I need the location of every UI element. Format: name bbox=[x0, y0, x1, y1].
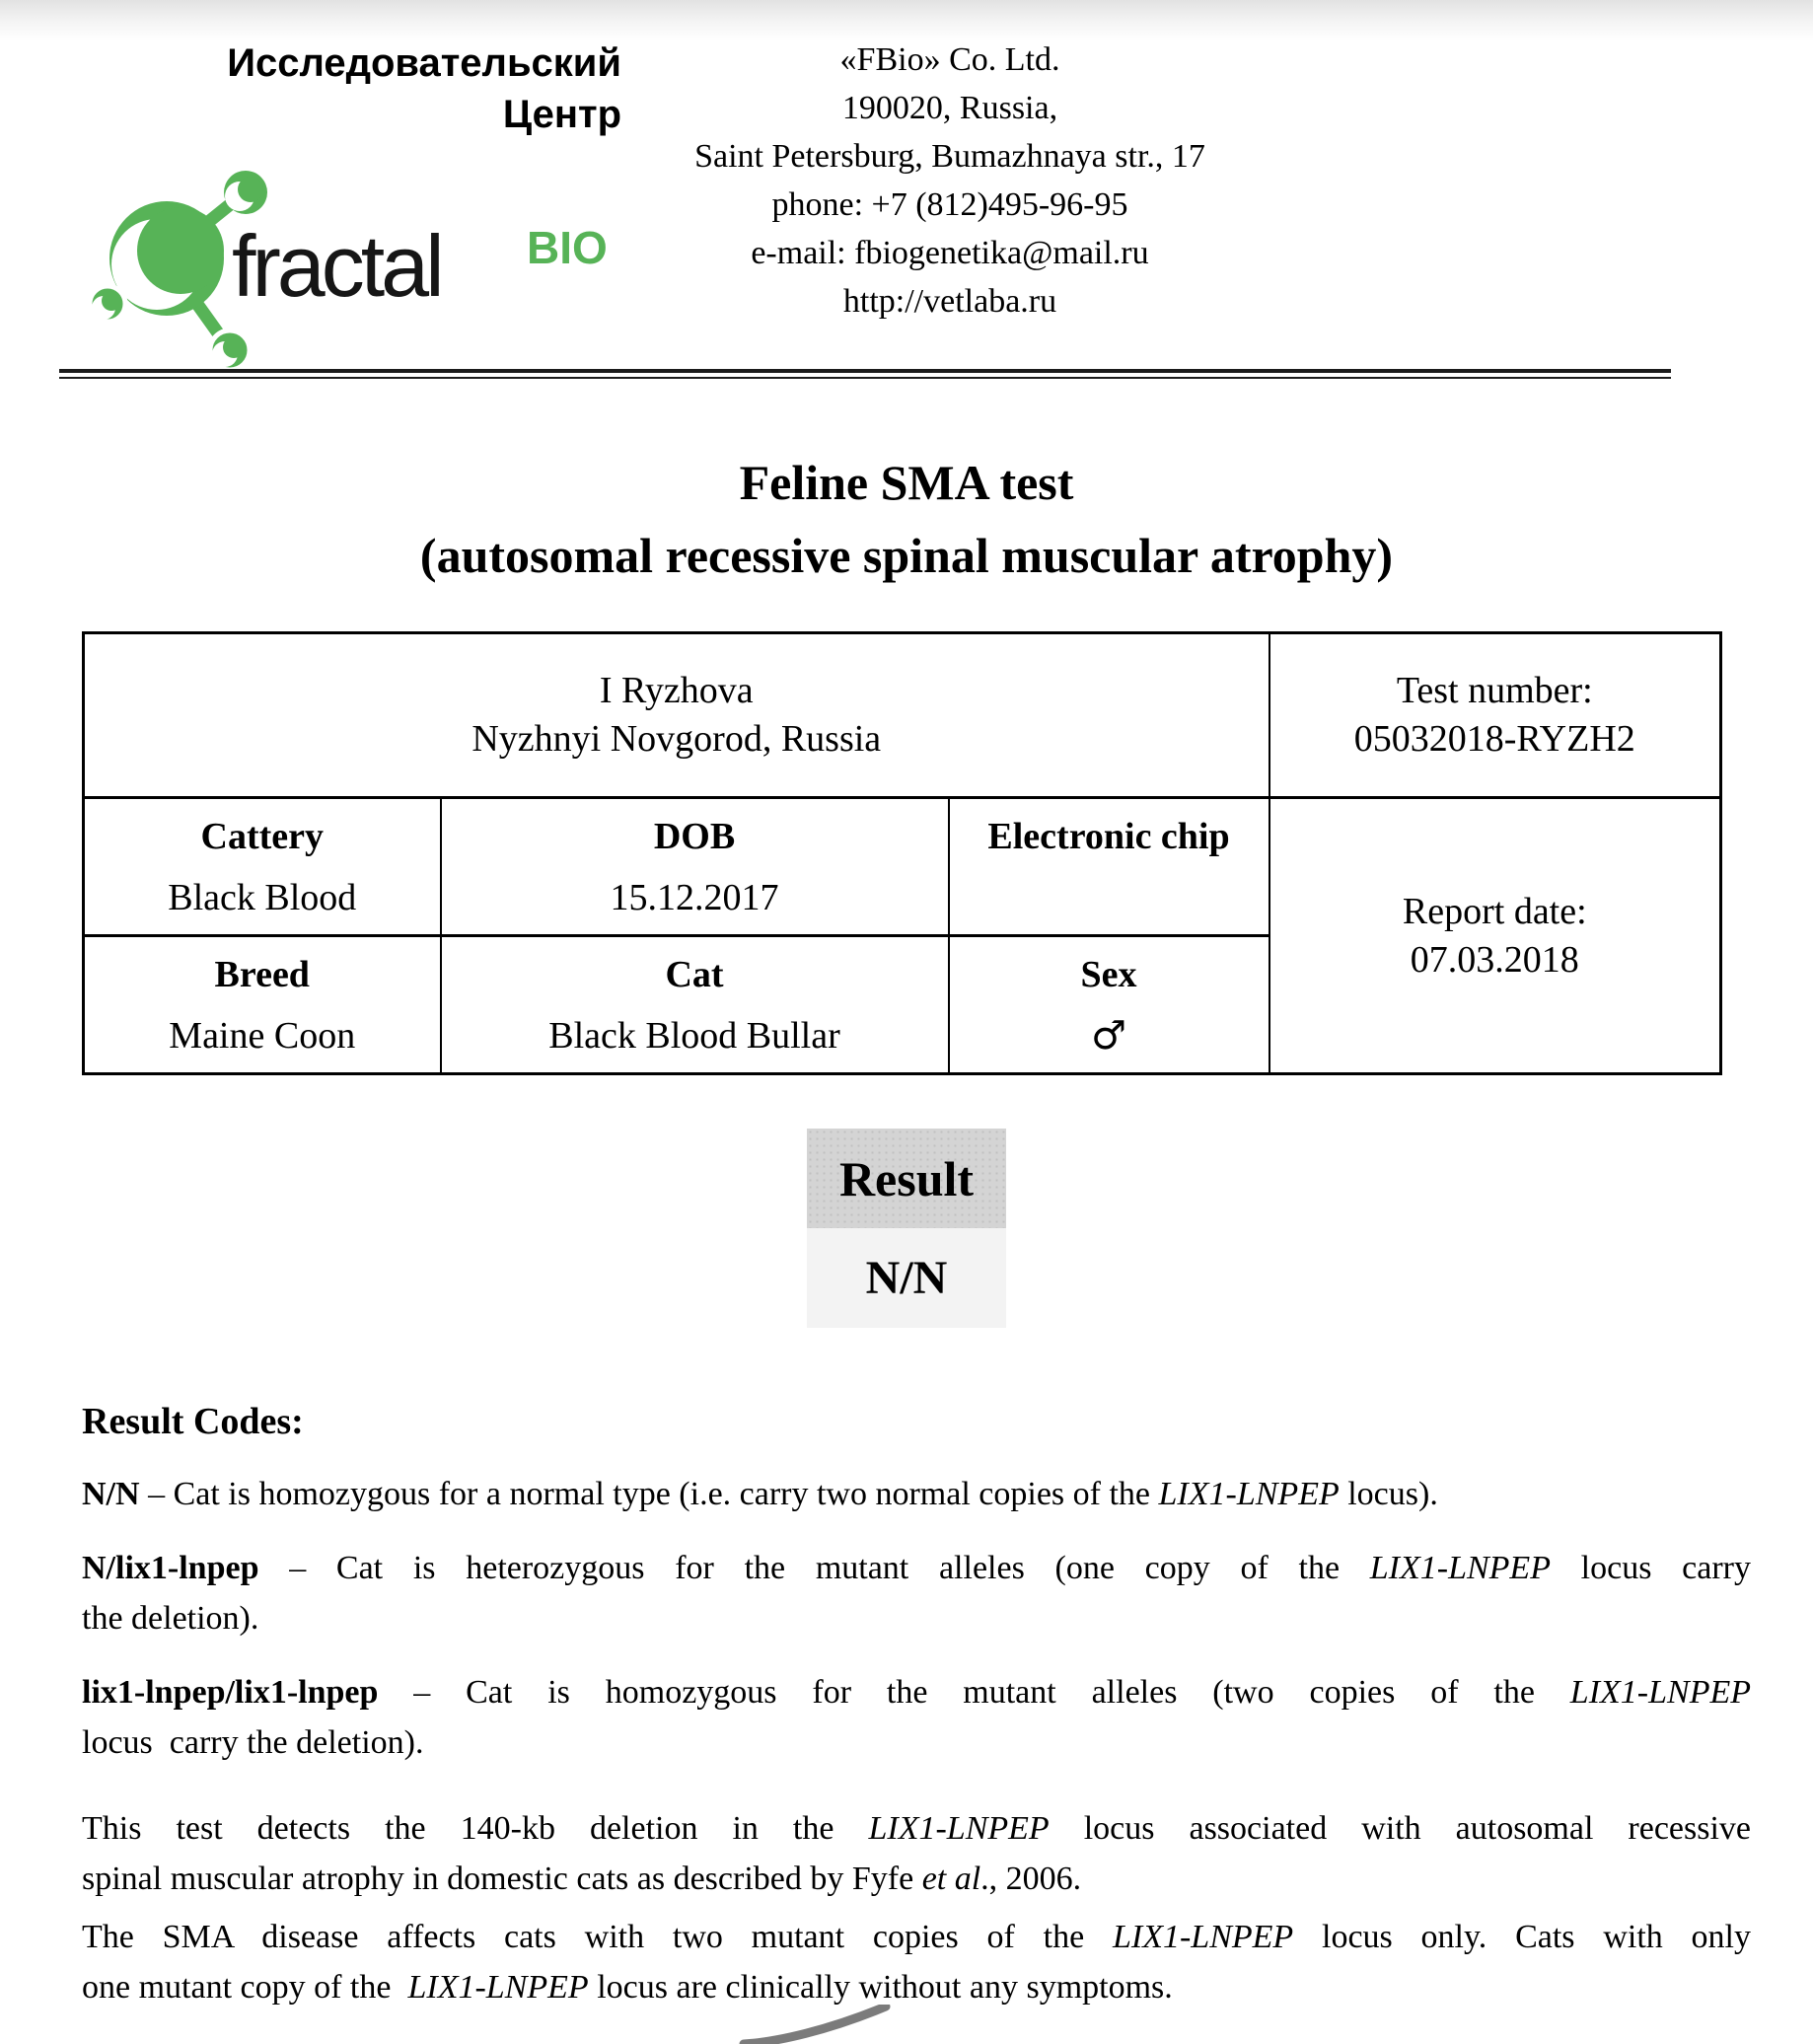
cat-name-value: Black Blood Bullar bbox=[548, 1014, 840, 1057]
male-symbol: ♂ bbox=[1091, 1012, 1126, 1058]
company-email: e-mail: fbiogenetika@mail.ru bbox=[751, 235, 1149, 271]
result-code-heterozygous: N/lix1-lnpep – Cat is heterozygous for the mutant alleles (one copy of the LIX1-LNPEP locus carry the deletion). bbox=[82, 1550, 1751, 1637]
report-body bbox=[0, 1397, 1813, 2012]
dob-cell bbox=[441, 798, 949, 936]
client-location: Nyzhnyi Novgorod, Russia bbox=[471, 718, 882, 760]
table-row bbox=[84, 798, 1721, 936]
result-box bbox=[807, 1129, 1006, 1328]
header-divider bbox=[59, 369, 1671, 379]
result-codes-heading: Result Codes: bbox=[82, 1401, 304, 1442]
sample-info-table bbox=[82, 631, 1722, 1075]
table-row bbox=[84, 633, 1721, 798]
electronic-chip-value bbox=[950, 872, 1269, 923]
signature-stroke-icon bbox=[738, 2005, 906, 2044]
result-code-homozygous: lix1-lnpep/lix1-lnpep – Cat is homozygous for the mutant alleles (two copies of the LIX1-LNPEP locus carry the deletion). bbox=[82, 1674, 1751, 1761]
breed-label: Breed bbox=[214, 953, 310, 995]
test-number-cell bbox=[1269, 633, 1721, 798]
breed-value: Maine Coon bbox=[169, 1014, 356, 1057]
result-value: N/N bbox=[807, 1228, 1006, 1328]
cattery-label: Cattery bbox=[200, 815, 324, 857]
document-title bbox=[0, 446, 1813, 592]
sex-cell bbox=[949, 936, 1269, 1074]
brand-wordmark: fractal bbox=[232, 217, 441, 315]
company-contact-block bbox=[555, 36, 1344, 326]
brand-suffix: BIO bbox=[527, 222, 608, 273]
report-date-label: Report date: bbox=[1402, 890, 1587, 932]
report-date-cell bbox=[1269, 798, 1721, 1074]
dob-label: DOB bbox=[653, 815, 736, 857]
client-name: I Ryzhova bbox=[599, 670, 754, 711]
company-name: «FBio» Co. Ltd. bbox=[839, 41, 1060, 78]
note-test-description: This test detects the 140-kb deletion in the LIX1-LNPEP locus associated with autosomal recessive spinal muscular atrophy in domestic cats as described by Fyfe et al., 2006. bbox=[82, 1810, 1752, 1897]
cattery-value: Black Blood bbox=[168, 876, 357, 918]
test-number-label: Test number: bbox=[1396, 670, 1593, 711]
org-name-line1: Исследовательский bbox=[227, 41, 621, 85]
document-title-line2: (autosomal recessive spinal muscular atrophy) bbox=[419, 528, 1394, 583]
company-postcode: 190020, Russia, bbox=[841, 90, 1058, 126]
cattery-cell bbox=[84, 798, 441, 936]
company-address: Saint Petersburg, Bumazhnaya str., 17 bbox=[694, 138, 1205, 175]
note-disease-description: The SMA disease affects cats with two mutant copies of the LIX1-LNPEP locus only. Cats with only one mutant copy of the LIX1-LNPEP locus are clinically without any symptoms. bbox=[82, 1919, 1751, 2006]
client-cell bbox=[84, 633, 1269, 798]
result-header: Result bbox=[807, 1129, 1006, 1228]
test-number-value: 05032018-RYZH2 bbox=[1353, 718, 1635, 760]
company-website: http://vetlaba.ru bbox=[842, 283, 1057, 320]
electronic-chip-label: Electronic chip bbox=[987, 815, 1230, 857]
report-header bbox=[0, 0, 1813, 383]
result-code-normal: N/N – Cat is homozygous for a normal type (i.e. carry two normal copies of the LIX1-LNPEP locus). bbox=[82, 1476, 1438, 1512]
report-date-value: 07.03.2018 bbox=[1410, 938, 1579, 981]
cat-name-cell bbox=[441, 936, 949, 1074]
document-title-line1: Feline SMA test bbox=[739, 455, 1074, 510]
electronic-chip-cell bbox=[949, 798, 1269, 936]
breed-cell bbox=[84, 936, 441, 1074]
cat-name-label: Cat bbox=[665, 953, 724, 995]
company-phone: phone: +7 (812)495-96-95 bbox=[771, 186, 1128, 223]
dob-value: 15.12.2017 bbox=[610, 876, 779, 918]
org-name-line2: Центр bbox=[502, 93, 621, 136]
sex-label: Sex bbox=[1080, 953, 1137, 995]
